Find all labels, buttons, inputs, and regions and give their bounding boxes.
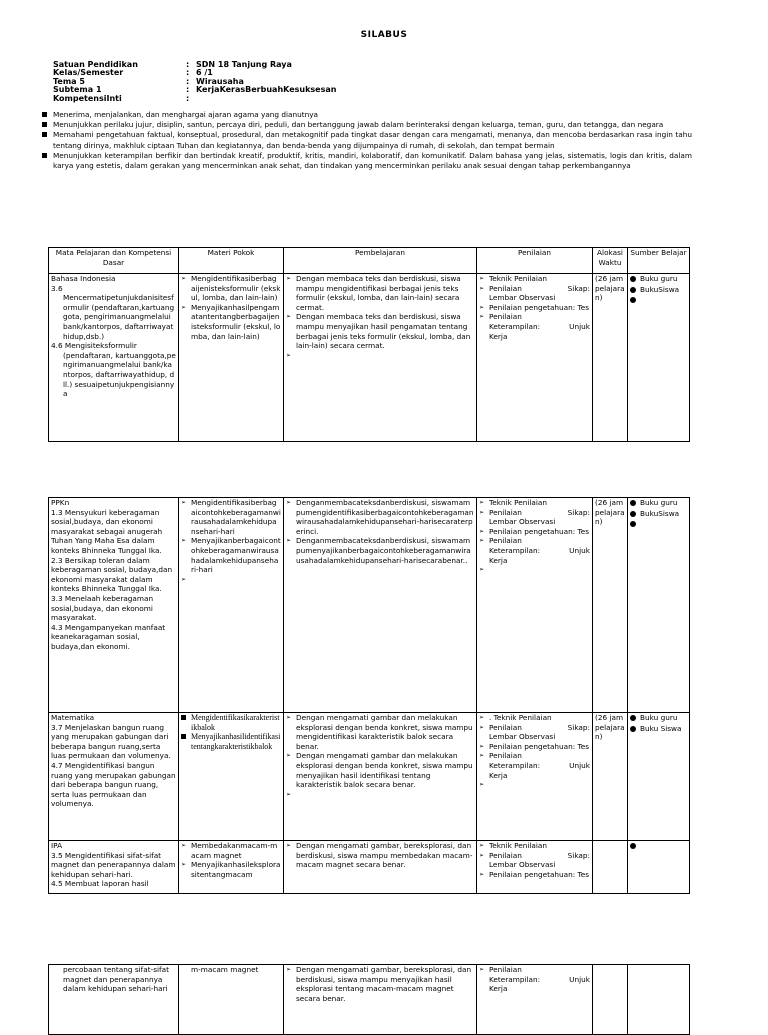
- arrow-bullet-icon: ➢: [286, 537, 292, 545]
- syllabus-table-1: [48, 247, 690, 442]
- round-bullet-icon: [630, 841, 640, 852]
- materi-cell: ➢ Membedakanmacam-macam magnet ➢ Menyajikanhasileksplorasitentangmacam: [179, 841, 284, 894]
- arrow-bullet-icon: ➢: [181, 861, 187, 869]
- alokasi-cell: (26 jam pelajaran): [593, 713, 628, 841]
- arrow-bullet-icon: ➢: [181, 499, 187, 506]
- square-bullet-icon: [42, 122, 47, 127]
- arrow-bullet-icon: ➢: [181, 842, 187, 849]
- arrow-bullet-icon: ➢: [479, 870, 485, 878]
- square-bullet-icon: [42, 112, 47, 117]
- arrow-bullet-icon: ➢: [479, 714, 485, 721]
- table-row: [49, 713, 690, 841]
- round-bullet-icon: [630, 498, 640, 509]
- square-bullet-icon: [42, 153, 47, 158]
- syllabus-table-3: [48, 964, 690, 1035]
- arrow-bullet-icon: ➢: [479, 752, 485, 760]
- round-bullet-icon: [630, 274, 640, 285]
- pembelajaran-cell: [284, 274, 477, 442]
- arrow-bullet-icon: ➢: [286, 714, 292, 721]
- arrow-bullet-icon: ➢: [181, 537, 187, 545]
- arrow-bullet-icon: ➢: [479, 742, 485, 750]
- penilaian-cell: ➢ Teknik Penilaian ➢ Penilaian Sikap: Lembar Observasi ➢ Penilaian pengetahuan: Tes ➢ Penilaian Keterampilan: Unjuk Kerja ➢: [477, 498, 593, 713]
- table-row: [49, 841, 690, 894]
- arrow-bullet-icon: ➢: [479, 537, 485, 545]
- info-row-satuan: Satuan Pendidikan : SDN 18 Tanjung Raya: [53, 60, 292, 69]
- arrow-bullet-icon: ➢: [286, 842, 292, 849]
- arrow-bullet-icon: ➢: [181, 275, 187, 282]
- ki-item: Menerima, menjalankan, dan menghargai ajaran agama yang dianutnya: [42, 110, 692, 120]
- arrow-bullet-icon: ➢: [479, 966, 485, 973]
- header-penilaian: Penilaian: [477, 248, 593, 274]
- materi-cell: m-macam magnet: [179, 965, 284, 1035]
- arrow-bullet-icon: ➢: [479, 566, 485, 574]
- list-item: ➢ Dengan membaca teks dan berdiskusi, siswa mampu menyajikan hasil pengamatan tentang berbagai jenis teks formulir (ekskul, lomba, dan lain-lain) secara cermat.: [286, 312, 471, 351]
- kd-cell: Bahasa Indonesia 3.6 Mencermatipetunjukdanisitesformulir (pendaftaran,kartuanggota, pengirimanuangmelalui bank/kantorpos, daftarriwayathidup,dsb.) 4.6 Mengisiteksformulir (pendaftaran, kartuanggota,pengirimanuangmelalui bank/kantorpos, daftarriwayathidup, dll.) sesuaipetunjukpengisiannya: [49, 274, 179, 442]
- pembelajaran-cell: ➢ Dengan mengamati gambar dan melakukan eksplorasi dengan benda konkret, siswa mampu mengidentifikasi karakteristik balok secara benar. ➢ Dengan mengamati gambar dan melakukan eksplorasi dengan benda konkret, siswa mampu menyajikan hasil identifikasi tentang karakteristik balok secara benar. ➢: [284, 713, 477, 841]
- arrow-bullet-icon: ➢: [479, 723, 485, 731]
- sumber-cell: [628, 841, 690, 894]
- alokasi-cell: [593, 841, 628, 894]
- header-alokasi: Alokasi Waktu: [593, 248, 628, 274]
- arrow-bullet-icon: ➢: [286, 790, 292, 798]
- kd-cell: PPKn 1.3 Mensyukuri keberagaman sosial,budaya, dan ekonomi masyarakat sebagai anugerah Tuhan Yang Maha Esa dalam konteks Bhinneka Tunggal Ika. 2.3 Bersikap toleran dalam keberagaman sosial, budaya,dan ekonomi masyarakat dalam konteks Bhinneka Tunggal Ika. 3.3 Menelaah keberagaman sosial,budaya, dan ekonomi masyarakat. 4.3 Mengampanyekan manfaat keanekaragaman sosial, budaya,dan ekonomi.: [49, 498, 179, 713]
- alokasi-cell: (26 jam pelajaran): [593, 498, 628, 713]
- round-bullet-icon: [630, 519, 640, 530]
- square-bullet-icon: [181, 732, 191, 751]
- arrow-bullet-icon: ➢: [286, 351, 292, 359]
- arrow-bullet-icon: ➢: [286, 275, 292, 282]
- kompetensi-inti-list: [42, 110, 692, 171]
- info-row-ki: KompetensiInti :: [53, 93, 190, 103]
- round-bullet-icon: [630, 295, 640, 306]
- list-item: ➢ Dengan membaca teks dan berdiskusi, siswa mampu mengidentifikasi berbagai jenis teks formulir (ekskul, lomba, dan lain-lain) secara cermat.: [286, 274, 461, 312]
- header-kd: Mata Pelajaran dan Kompetensi Dasar: [49, 248, 179, 274]
- penilaian-cell: ➢ Teknik Penilaian ➢ Penilaian Sikap: Lembar Observasi ➢ Penilaian pengetahuan: Tes ➢ Penilaian Keterampilan: Unjuk Kerja: [477, 274, 593, 442]
- arrow-bullet-icon: ➢: [181, 575, 187, 583]
- square-bullet-icon: [181, 713, 191, 732]
- list-item: ➢ Mengidentifikasiberbagaijenisteksformulir (ekskul, lomba, dan lain-lain): [181, 274, 281, 303]
- info-row-tema: Tema 5 : Wirausaha: [53, 76, 244, 86]
- identity-block: [53, 61, 336, 103]
- alokasi-cell: (26 jam pelajaran): [593, 274, 628, 442]
- kd-cell: Matematika 3.7 Menjelaskan bangun ruang yang merupakan gabungan dari beberapa bangun ruang,serta luas permukaan dan volumenya. 4.7 Mengidentifikasi bangun ruang yang merupakan gabungan dari beberapa bangun ruang, serta luas permukaan dan volumenya.: [49, 713, 179, 841]
- page-title: SILABUS: [360, 30, 408, 40]
- header-materi: Materi Pokok: [179, 248, 284, 274]
- list-item: ➢ Menyajikanhasilpengamatantentangberbagaijenisteksformulir (ekskul, lomba, dan lain-lain): [181, 302, 281, 341]
- arrow-bullet-icon: ➢: [181, 303, 187, 311]
- round-bullet-icon: [630, 724, 640, 735]
- materi-cell: ➢ Mengidentifikasiberbagaicontohkeberagamanwirausahadalamkehidupansehari-hari ➢ Menyajikanberbagaicontohkeberagamanwirausahadalamkehidupansehari-hari ➢: [179, 498, 284, 713]
- arrow-bullet-icon: ➢: [286, 752, 292, 760]
- arrow-bullet-icon: ➢: [479, 499, 485, 506]
- ki-item: Menunjukkan keterampilan berfikir dan bertindak kreatif, produktif, kritis, mandiri, kolaboratif, dan komunikatif. Dalam bahasa yang jelas, sistematis, logis dan kritis, dalam karya yang estetis, dalam gerakan yang mencerminkan anak sehat, dan tindakan yang mencerminkan perilaku anak sesuai dengan tahap perkembangannya: [42, 151, 692, 171]
- penilaian-cell: ➢ . Teknik Penilaian ➢ Penilaian Sikap: Lembar Observasi ➢ Penilaian pengetahuan: Tes ➢ Penilaian Keterampilan: Unjuk Kerja ➢: [477, 713, 593, 841]
- header-pembelajaran: Pembelajaran: [284, 248, 477, 274]
- sumber-cell: Buku guru BukuSiswa: [628, 498, 690, 713]
- ki-item: Menunjukkan perilaku jujur, disiplin, santun, percaya diri, peduli, dan bertanggung jawab dalam berinteraksi dengan keluarga, teman, guru, dan tetangga, dan negara: [42, 120, 692, 130]
- round-bullet-icon: [630, 285, 640, 296]
- ki-item: Memahami pengetahuan faktual, konseptual, prosedural, dan metakognitif pada tingkat dasar dengan cara mengamati, menanya, dan mencoba berdasarkan rasa ingin tahu tentang dirinya, makhluk ciptaan Tuhan dan kegiatannya, dan benda-benda yang dijumpainya di rumah, di sekolah, dan tempat bermain: [42, 130, 692, 150]
- list-item: [286, 351, 474, 361]
- table-row: [49, 965, 690, 1035]
- arrow-bullet-icon: ➢: [479, 781, 485, 789]
- syllabus-table-2: [48, 497, 690, 894]
- materi-cell: Mengidentifikasikarakteristikbalok Menyajikanhasilidentifikasitentangkarakteristikbalok: [179, 713, 284, 841]
- sumber-cell: Buku guru Buku Siswa: [628, 713, 690, 841]
- round-bullet-icon: [630, 713, 640, 724]
- arrow-bullet-icon: ➢: [286, 966, 292, 973]
- info-row-kelas: Kelas/Semester : 6 /1: [53, 68, 213, 78]
- arrow-bullet-icon: ➢: [479, 313, 485, 321]
- arrow-bullet-icon: ➢: [479, 284, 485, 292]
- arrow-bullet-icon: ➢: [286, 313, 292, 321]
- info-row-subtema: Subtema 1 : KerjaKerasBerbuahKesuksesan: [53, 85, 337, 95]
- table-header-row: [49, 248, 690, 274]
- arrow-bullet-icon: ➢: [479, 303, 485, 311]
- arrow-bullet-icon: ➢: [479, 527, 485, 535]
- sumber-cell: [628, 965, 690, 1035]
- kd-cell: percobaan tentang sifat-sifat magnet dan penerapannya dalam kehidupan sehari-hari: [49, 965, 179, 1035]
- penilaian-cell: ➢ Penilaian Keterampilan: Unjuk Kerja: [477, 965, 593, 1035]
- penilaian-cell: ➢ Teknik Penilaian ➢ Penilaian Sikap: Lembar Observasi ➢ Penilaian pengetahuan: Tes: [477, 841, 593, 894]
- arrow-bullet-icon: ➢: [479, 842, 485, 849]
- arrow-bullet-icon: ➢: [479, 851, 485, 859]
- square-bullet-icon: [42, 132, 47, 137]
- sumber-cell: Buku guru BukuSiswa: [628, 274, 690, 442]
- kd-cell: IPA 3.5 Mengidentifikasi sifat-sifat magnet dan penerapannya dalam kehidupan sehari-hari. 4.5 Membuat laporan hasil: [49, 841, 179, 894]
- arrow-bullet-icon: ➢: [286, 499, 292, 506]
- table-row: [49, 498, 690, 713]
- pembelajaran-cell: ➢ Dengan mengamati gambar, bereksplorasi, dan berdiskusi, siswa mampu menyajikan hasil eksplorasi tentang macam-macam magnet secara benar.: [284, 965, 477, 1035]
- round-bullet-icon: [630, 509, 640, 520]
- alokasi-cell: [593, 965, 628, 1035]
- materi-cell: [179, 274, 284, 442]
- arrow-bullet-icon: ➢: [479, 508, 485, 516]
- table-row: [49, 274, 690, 442]
- pembelajaran-cell: ➢ Denganmembacateksdanberdiskusi, siswamampumengidentifikasiberbagaicontohkeberagamanwirausahadalamkehidupansehari-harisecaraterperinci. ➢ Denganmembacateksdanberdiskusi, siswamampumenyajikanberbagaicontohkeberagamanwirausahadalamkehidupansehari-harisecarabenar..: [284, 498, 477, 713]
- pembelajaran-cell: ➢ Dengan mengamati gambar, bereksplorasi, dan berdiskusi, siswa mampu membedakan macam-macam magnet secara benar.: [284, 841, 477, 894]
- arrow-bullet-icon: ➢: [479, 275, 485, 282]
- header-sumber: Sumber Belajar: [628, 248, 690, 274]
